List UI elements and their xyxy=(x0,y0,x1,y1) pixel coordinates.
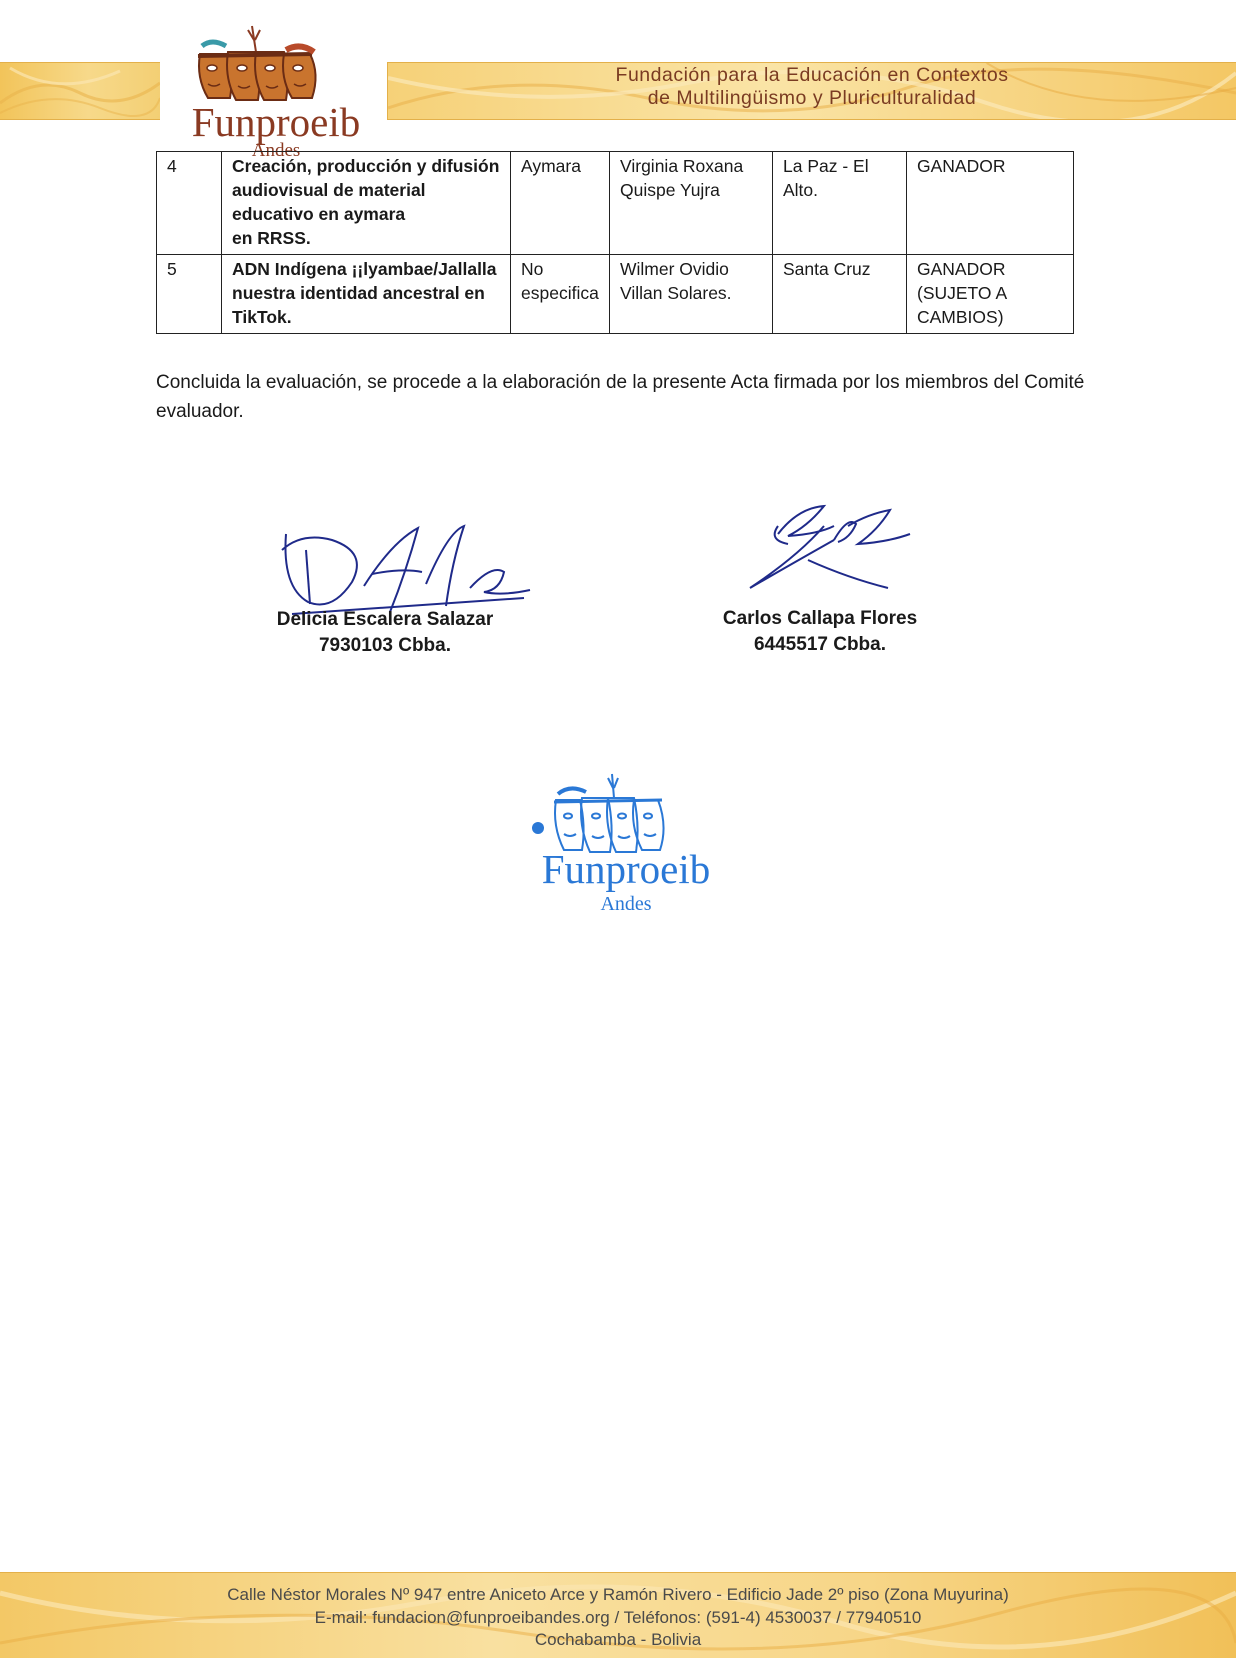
footer-contact: E-mail: fundacion@funproeibandes.org / Teléfonos: (591-4) 4530037 / 77940510 xyxy=(314,1607,922,1627)
signer-1 xyxy=(240,607,530,659)
project-title-cell xyxy=(222,152,511,255)
author-line: Virginia Roxana xyxy=(620,156,744,176)
results-table xyxy=(156,151,1074,334)
result-line: CAMBIOS) xyxy=(917,307,1004,327)
conclusion-paragraph: Concluida la evaluación, se procede a la elaboración de la presente Acta firmada por los miembros del Comité evaluador. xyxy=(156,372,1085,422)
location-line: Alto. xyxy=(783,180,819,200)
location-line: Santa Cruz xyxy=(783,259,871,279)
author-line: Quispe Yujra xyxy=(620,180,720,200)
project-title-cell xyxy=(222,255,511,334)
language-cell xyxy=(511,152,610,255)
org-name-line2: de Multilingüismo y Pluriculturalidad xyxy=(647,87,977,109)
location-cell xyxy=(773,152,907,255)
result-cell xyxy=(907,255,1074,334)
row-number-cell: 4 xyxy=(157,152,222,255)
logo-subtitle: Andes xyxy=(251,140,301,161)
org-name-line1: Fundación para la Educación en Contextos xyxy=(615,64,1009,86)
signer-2-id: 6445517 Cbba. xyxy=(753,634,887,655)
signer-2-name: Carlos Callapa Flores xyxy=(722,608,918,629)
language-line: Aymara xyxy=(521,156,581,176)
swirl-pattern xyxy=(0,63,160,119)
header-band-left xyxy=(0,62,160,120)
project-title-line: ADN Indígena ¡¡lyambae/Jallalla xyxy=(232,259,497,279)
table-row xyxy=(157,152,1074,255)
signature-delicia-escalera xyxy=(272,512,542,622)
language-cell xyxy=(511,255,610,334)
signer-2 xyxy=(680,606,960,658)
row-number-cell: 5 xyxy=(157,255,222,334)
location-cell xyxy=(773,255,907,334)
language-line: especifica xyxy=(521,283,599,303)
project-title-line: en RRSS. xyxy=(232,228,311,248)
location-line: La Paz - El xyxy=(783,156,869,176)
author-cell xyxy=(610,152,773,255)
project-title-line: Creación, producción y difusión xyxy=(232,156,500,176)
result-cell xyxy=(907,152,1074,255)
author-line: Villan Solares. xyxy=(620,283,732,303)
result-line: GANADOR xyxy=(917,259,1006,279)
footer-address: Calle Néstor Morales Nº 947 entre Aniceto Arce y Ramón Rivero - Edificio Jade 2º piso (Zona Muyurina) xyxy=(227,1585,1009,1604)
result-line: (SUJETO A xyxy=(917,283,1008,303)
signer-1-name: Delicia Escalera Salazar xyxy=(276,609,494,630)
project-title-line: educativo en aymara xyxy=(232,204,406,224)
organization-name xyxy=(388,64,1236,110)
project-title-line: nuestra identidad ancestral en xyxy=(232,283,485,303)
signer-1-id: 7930103 Cbba. xyxy=(318,635,452,656)
project-title-line: TikTok. xyxy=(232,307,292,327)
logo-title: Funproeib xyxy=(191,99,361,145)
signature-carlos-callapa xyxy=(738,496,918,604)
result-line: GANADOR xyxy=(917,156,1006,176)
footer-contact-info xyxy=(0,1584,1236,1652)
footer-city: Cochabamba - Bolivia xyxy=(534,1630,702,1649)
language-line: No xyxy=(521,259,544,279)
author-line: Wilmer Ovidio xyxy=(620,259,729,279)
author-cell xyxy=(610,255,773,334)
stamp-title: Funproeib xyxy=(541,846,711,892)
table-row xyxy=(157,255,1074,334)
project-title-line: audiovisual de material xyxy=(232,180,426,200)
stamp-subtitle: Andes xyxy=(600,893,652,911)
